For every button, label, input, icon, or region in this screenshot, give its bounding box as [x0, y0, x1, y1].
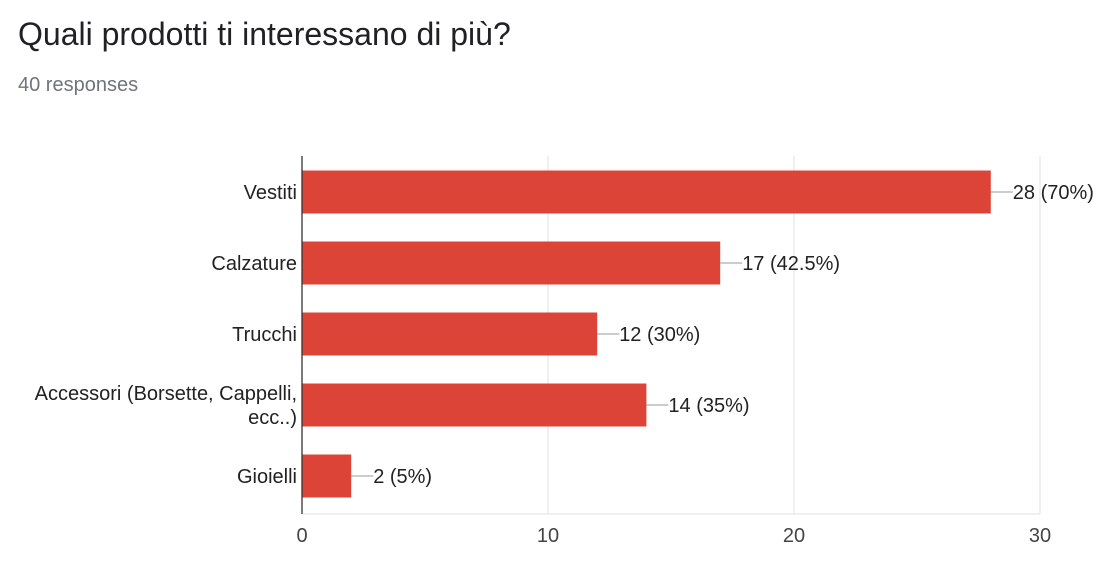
- category-label-line: Trucchi: [232, 324, 297, 346]
- response-count: 40 responses: [18, 74, 139, 96]
- x-tick-label: 30: [1028, 525, 1052, 547]
- labels: [35, 182, 1094, 547]
- bar: [302, 455, 351, 498]
- category-label-line: Gioielli: [236, 466, 297, 488]
- category-label: [211, 253, 297, 275]
- x-tick-label: 10: [536, 525, 560, 547]
- category-label-line: Calzature: [211, 253, 297, 275]
- category-label: [35, 383, 297, 429]
- data-label: 17 (42.5%): [742, 253, 841, 275]
- category-label: [237, 466, 297, 488]
- category-label: [232, 324, 297, 346]
- bar: [302, 313, 597, 356]
- bar: [302, 384, 646, 427]
- data-label: 2 (5%): [373, 466, 433, 488]
- category-label-line: Vestiti: [243, 182, 297, 204]
- category-label-line: ecc..): [248, 407, 297, 429]
- category-label-line: Accessori (Borsette, Cappelli,: [34, 383, 297, 405]
- x-tick-label: 20: [782, 525, 806, 547]
- page-title: Quali prodotti ti interessano di più?: [18, 16, 511, 52]
- category-label: [244, 182, 297, 204]
- x-tick-label: 0: [296, 525, 308, 547]
- bar: [302, 242, 720, 285]
- data-label: 28 (70%): [1012, 182, 1094, 204]
- data-label: 14 (35%): [668, 395, 750, 417]
- data-label: 12 (30%): [619, 324, 701, 346]
- bar: [302, 171, 991, 214]
